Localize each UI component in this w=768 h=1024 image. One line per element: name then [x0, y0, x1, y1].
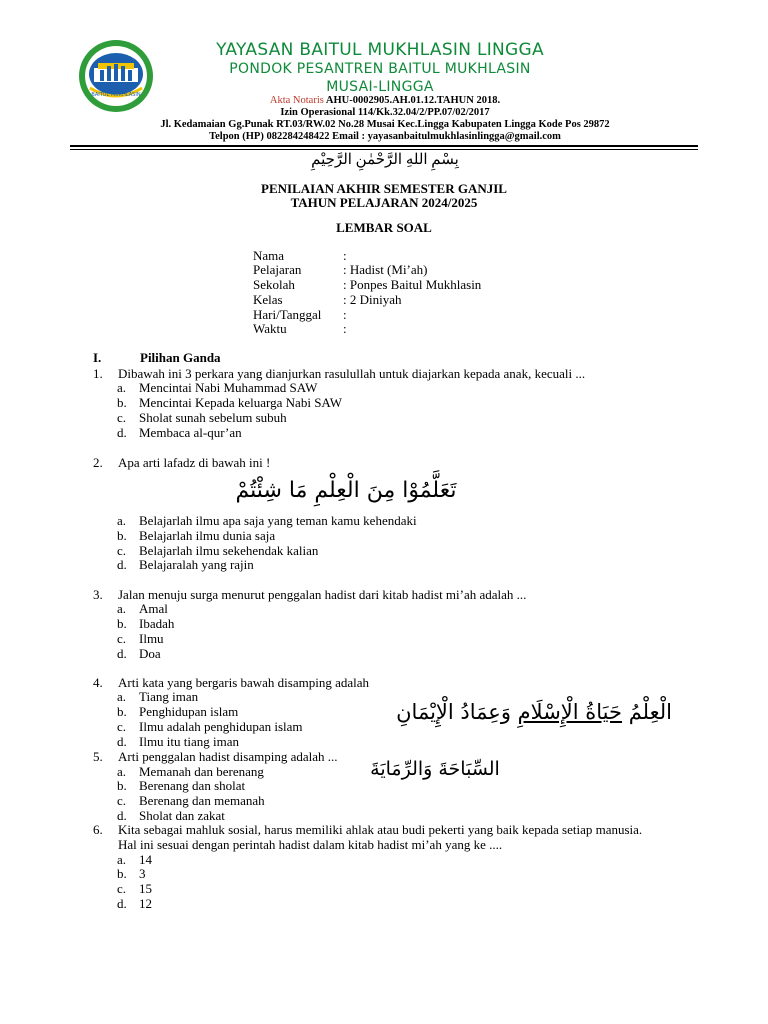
arabic-hadith-underlined	[396, 700, 672, 724]
basmalah: بِسْمِ اللهِ الرَّحْمٰنِ الرَّحِيْمِ	[311, 152, 459, 168]
arabic-hadith: السِّبَاحَةَ وَالرِّمَايَةَ	[370, 758, 500, 780]
option-letter: c.	[117, 543, 127, 558]
question-number: 6.	[93, 822, 103, 837]
question-text: Arti penggalan hadist disamping adalah ...	[118, 749, 338, 764]
option-letter: d.	[117, 425, 127, 440]
info-label: Sekolah	[253, 277, 295, 292]
option-letter: b.	[117, 866, 127, 881]
info-label: Pelajaran	[253, 262, 302, 277]
question-number: 5.	[93, 749, 103, 764]
option-letter: a.	[117, 852, 127, 867]
option-text: Mencintai Kepada keluarga Nabi SAW	[139, 395, 343, 410]
question-text: Kita sebagai mahluk sosial, harus memiliki ahlak atau budi pekerti yang baik kepada setiap manusia.	[118, 822, 643, 837]
option-letter: c.	[117, 793, 127, 808]
info-label: Kelas	[253, 292, 283, 307]
option-letter: b.	[117, 395, 127, 410]
info-value: :	[343, 307, 347, 322]
notary-value: AHU-0002905.AH.01.12.TAHUN 2018	[325, 95, 498, 106]
question-text-line2: Hal ini sesuai dengan perintah hadist dalam kitab hadist mi’ah yang ke ....	[118, 837, 503, 852]
question-text: Dibawah ini 3 perkara yang dianjurkan rasulullah untuk diajarkan kepada anak, kecuali ...	[118, 366, 586, 381]
option-text: 15	[139, 881, 152, 896]
option-letter: b.	[117, 704, 127, 719]
option-letter: c.	[117, 881, 127, 896]
option-letter: c.	[117, 410, 127, 425]
arabic-word: الْعِلْمُ	[628, 700, 672, 724]
option-text: Berenang dan sholat	[139, 778, 246, 793]
option-letter: a.	[117, 601, 127, 616]
foundation-name: YAYASAN BAITUL MUKHLASIN LINGGA	[216, 40, 544, 60]
option-text: Amal	[139, 601, 168, 616]
option-letter: b.	[117, 528, 127, 543]
info-value: : 2 Diniyah	[343, 292, 402, 307]
permit-line: Izin Operasional 114/Kk.32.04/2/PP.07/02/2017	[280, 107, 490, 118]
option-text: Sholat dan zakat	[139, 808, 225, 823]
academic-year: TAHUN PELAJARAN 2024/2025	[290, 195, 478, 210]
option-letter: d.	[117, 734, 127, 749]
info-value: : Ponpes Baitul Mukhlasin	[343, 277, 482, 292]
question-number: 1.	[93, 366, 103, 381]
question-number: 2.	[93, 455, 103, 470]
option-text: Berenang dan memanah	[139, 793, 265, 808]
option-text: 14	[139, 852, 152, 867]
question-number: 3.	[93, 587, 103, 602]
option-letter: d.	[117, 896, 127, 911]
arabic-word: وَعِمَادُ الْإِيْمَانِ	[396, 700, 511, 724]
option-letter: a.	[117, 513, 127, 528]
option-text: Tiang iman	[139, 689, 199, 704]
info-value: :	[343, 321, 347, 336]
option-text: 3	[139, 866, 146, 881]
question-text: Arti kata yang bergaris bawah disamping adalah	[118, 675, 370, 690]
option-text: Belajaralah yang rajin	[139, 557, 254, 572]
notary-label: Akta Notaris	[269, 95, 324, 106]
info-label: Nama	[253, 248, 285, 263]
option-letter: a.	[117, 689, 127, 704]
option-text: Belajarlah ilmu apa saja yang teman kamu kehendaki	[139, 513, 417, 528]
section-number: I.	[93, 350, 102, 365]
school-location: MUSAI-LINGGA	[326, 79, 434, 95]
info-value: : Hadist (Mi’ah)	[343, 262, 428, 277]
school-name: PONDOK PESANTREN BAITUL MUKHLASIN	[229, 61, 531, 77]
option-text: Membaca al-qur’an	[139, 425, 242, 440]
option-text: Mencintai Nabi Muhammad SAW	[139, 380, 318, 395]
sheet-title: LEMBAR SOAL	[336, 220, 432, 235]
option-text: Doa	[139, 646, 161, 661]
foundation-logo	[78, 38, 154, 114]
option-text: Ilmu	[139, 631, 164, 646]
notary-line: Akta Notaris AHU-0002905.AH.01.12.TAHUN 2018.	[269, 95, 501, 106]
option-letter: d.	[117, 557, 127, 572]
info-label: Hari/Tanggal	[253, 307, 322, 322]
exam-title: PENILAIAN AKHIR SEMESTER GANJIL	[261, 181, 507, 196]
option-letter: c.	[117, 719, 127, 734]
option-letter: a.	[117, 764, 127, 779]
address-line: Jl. Kedamaian Gg.Punak RT.03/RW.02 No.28 Musai Kec.Lingga Kabupaten Lingga Kode Pos 29872	[160, 119, 610, 130]
logo-text: BAITUL MUKHLASIN	[91, 92, 141, 98]
option-letter: b.	[117, 616, 127, 631]
option-text: Ibadah	[139, 616, 175, 631]
option-letter: c.	[117, 631, 127, 646]
question-number: 4.	[93, 675, 103, 690]
question-text: Apa arti lafadz di bawah ini !	[118, 455, 271, 470]
option-text: Ilmu adalah penghidupan islam	[139, 719, 303, 734]
option-letter: b.	[117, 778, 127, 793]
option-text: Penghidupan islam	[139, 704, 239, 719]
option-text: Ilmu itu tiang iman	[139, 734, 240, 749]
option-text: 12	[139, 896, 152, 911]
option-letter: a.	[117, 380, 127, 395]
option-text: Sholat sunah sebelum subuh	[139, 410, 287, 425]
option-letter: d.	[117, 808, 127, 823]
option-letter: d.	[117, 646, 127, 661]
question-text: Jalan menuju surga menurut penggalan hadist dari kitab hadist mi’ah adalah ...	[118, 587, 527, 602]
info-label: Waktu	[253, 321, 287, 336]
section-title: Pilihan Ganda	[140, 350, 221, 365]
option-text: Belajarlah ilmu sekehendak kalian	[139, 543, 319, 558]
header-divider-thick	[70, 145, 698, 147]
contact-line: Telpon (HP) 082284248422 Email : yayasanbaitulmukhlasinlingga@gmail.com	[209, 131, 561, 142]
arabic-underlined-phrase: حَيَاةُ الْإِسْلَامِ	[517, 700, 623, 724]
option-text: Belajarlah ilmu dunia saja	[139, 528, 276, 543]
arabic-hadith: تَعَلَّمُوْا مِنَ الْعِلْمِ مَا شِئْتُمْ	[235, 478, 457, 503]
info-value: :	[343, 248, 347, 263]
option-text: Memanah dan berenang	[139, 764, 264, 779]
